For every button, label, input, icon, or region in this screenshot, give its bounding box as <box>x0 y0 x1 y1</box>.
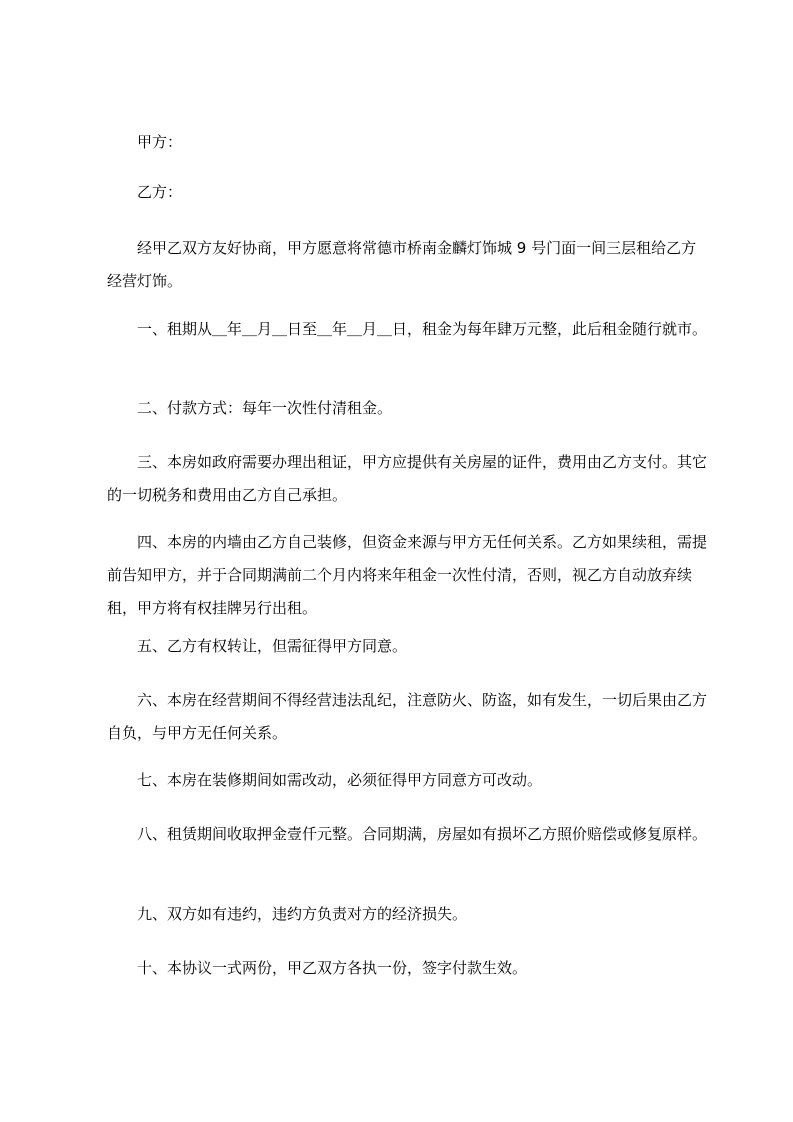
party-a-line: 甲方： <box>137 133 183 151</box>
clause-10: 十、本协议一式两份，甲乙双方各执一份，签字付款生效。 <box>137 959 528 977</box>
clause-8: 八、租赁期间收取押金壹仟元整。合同期满，房屋如有损坏乙方照价赔偿或修复原样。 <box>137 825 708 843</box>
intro-paragraph: 经甲乙双方友好协商，甲方愿意将常德市桥南金麟灯饰城 9 号门面一间三层租给乙方经营灯饰。 <box>107 239 697 290</box>
clause-2: 二、付款方式：每年一次性付清租金。 <box>137 399 393 417</box>
clause-5: 五、乙方有权转让，但需征得甲方同意。 <box>137 637 408 655</box>
clause-3: 三、本房如政府需要办理出租证，甲方应提供有关房屋的证件，费用由乙方支付。其它的一切税务和费用由乙方自己承担。 <box>107 453 708 504</box>
clause-4: 四、本房的内墙由乙方自己装修，但资金来源与甲方无任何关系。乙方如果续租，需提前告知甲方，并于合同期满前二个月内将来年租金一次性付清，否则，视乙方自动放弃续租，甲方将有权挂牌另行出租。 <box>107 533 708 617</box>
party-b-line: 乙方： <box>137 183 183 201</box>
clause-7: 七、本房在装修期间如需改动，必须征得甲方同意方可改动。 <box>137 771 543 789</box>
clause-6: 六、本房在经营期间不得经营违法乱纪，注意防火、防盗，如有发生，一切后果由乙方自负，与甲方无任何关系。 <box>107 691 708 742</box>
clause-1: 一、租期从＿年＿月＿日至＿年＿月＿日，租金为每年肆万元整，此后租金随行就市。 <box>137 320 708 338</box>
clause-9: 九、双方如有违约，违约方负责对方的经济损失。 <box>137 905 468 923</box>
